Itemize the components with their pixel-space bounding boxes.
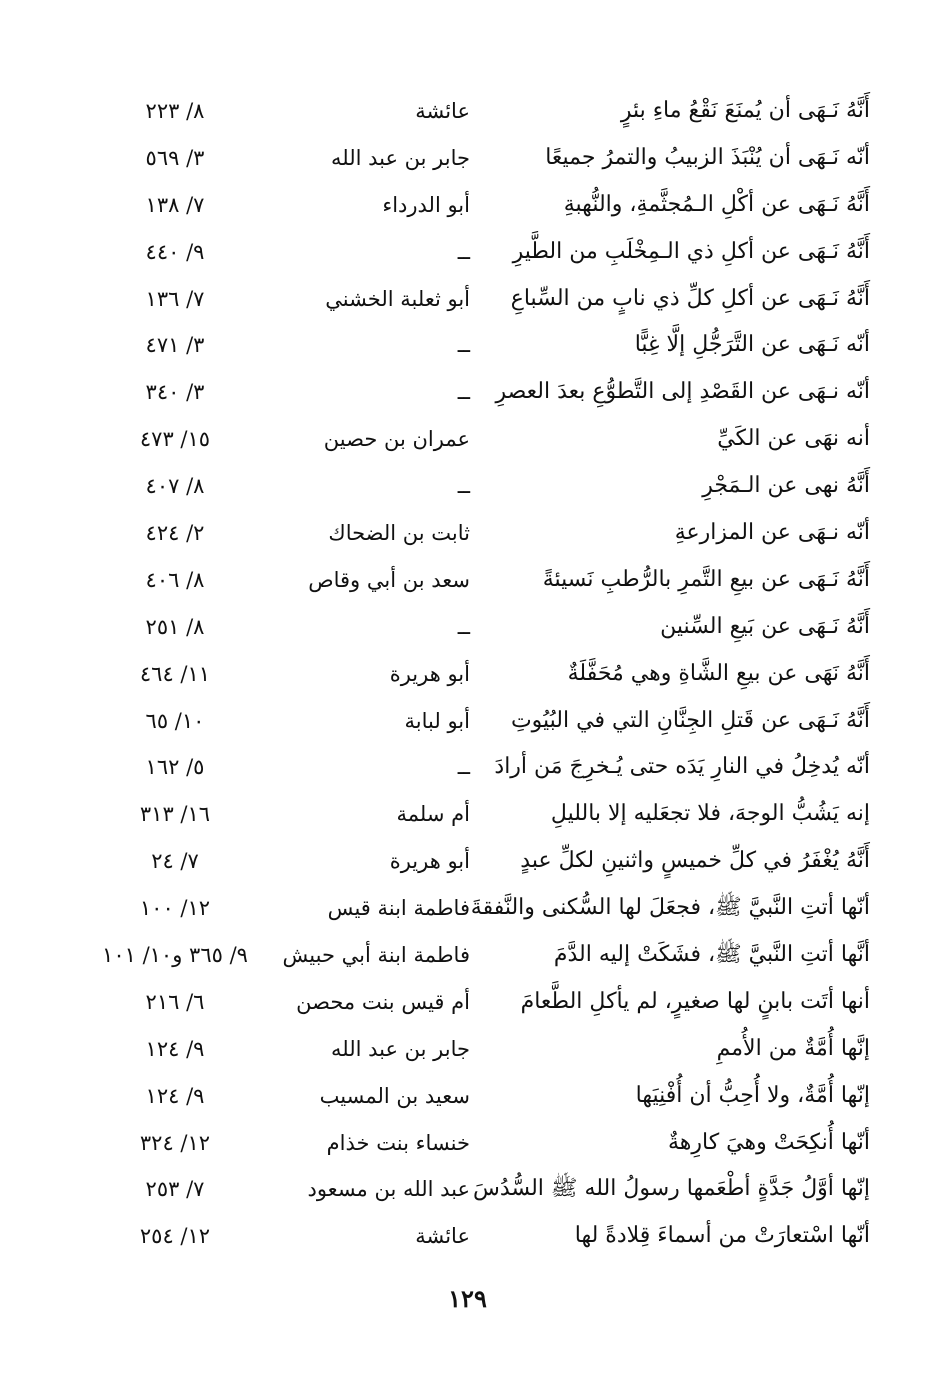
index-row — [60, 932, 870, 979]
volume-page-reference: ٩/ ٤٤٠ — [145, 239, 205, 264]
volume-page-reference: ٨/ ٢٥١ — [145, 614, 205, 639]
narrator-name: ــ — [457, 614, 470, 639]
index-row — [60, 1120, 870, 1167]
hadith-text: أَنَّهُ نهى عن الـمَجْرِ — [702, 473, 870, 499]
page-number: ١٢٩ — [448, 1284, 487, 1313]
hadith-text: أَنَّهُ نَـهَى عن أكْلِ الـمُجثَّمةِ، والنُّهبةِ — [563, 191, 870, 217]
volume-page-reference: ٣/ ٥٦٩ — [145, 145, 205, 170]
index-row — [60, 744, 870, 791]
hadith-text: أنه نهَى عن الكَيِّ — [717, 426, 870, 452]
narrator-name: أبو الدرداء — [382, 192, 470, 217]
hadith-text: أَنَّهُ نَـهَى عن قَتلِ الجِنَّانِ التي في البُيُوتِ — [510, 707, 870, 733]
volume-page-reference: ٧/ ٢٤ — [151, 849, 199, 874]
hadith-text: إنّها أوَّلُ جَدَّةٍ أطْعَمها رسولُ الله ﷺ السُّدُسَ — [473, 1176, 870, 1202]
hadith-text: أنّها أُنكِحَتْ وهيَ كارِهةٌ — [667, 1129, 870, 1155]
narrator-name: فاطمة ابنة قيس — [327, 896, 470, 921]
hadith-text: أَنَّهُ نَهَى عن بيعِ الشَّاةِ وهي مُحَفَّلَةٌ — [567, 660, 870, 686]
narrator-name: أبو ثعلبة الخشني — [325, 286, 470, 311]
volume-page-reference: ٧/ ١٣٨ — [145, 192, 205, 217]
hadith-text: أنها أتَت بابنٍ لها صغيرٍ، لم يأكلِ الطَّعامَ — [520, 988, 870, 1014]
index-row — [60, 1166, 870, 1213]
narrator-name: خنساء بنت خذام — [326, 1130, 470, 1155]
hadith-text: أَنَّهُ نَـهَى عن أكلِ كلِّ ذي نابٍ من السِّباعِ — [510, 285, 870, 311]
index-row — [60, 604, 870, 651]
volume-page-reference: ٩/ ١٢٤ — [145, 1036, 205, 1061]
narrator-name: عائشة — [415, 99, 470, 123]
volume-page-reference: ٨/ ٢٢٣ — [145, 99, 205, 123]
volume-page-reference: ٨/ ٤٠٦ — [145, 567, 205, 592]
hadith-text: إنّها أُمَّةٌ، ولا أُحِبُّ أن أُفْنِيَها — [635, 1082, 870, 1108]
hadith-text: أَنَّهُ يُغْفَرُ في كلِّ خميسٍ واثنينِ لكلِّ عبدٍ — [520, 848, 870, 874]
index-row — [60, 979, 870, 1026]
hadith-text: أنّه نـهَى عن القَصْدِ إلى التَّطوُّعِ بعدَ العصرِ — [495, 379, 870, 405]
narrator-name: جابر بن عبد الله — [330, 145, 470, 170]
index-row — [60, 1026, 870, 1073]
index-row — [60, 557, 870, 604]
volume-page-reference: ٨/ ٤٠٧ — [145, 474, 205, 499]
narrator-name: ــ — [457, 474, 470, 499]
hadith-index-table — [60, 88, 870, 1260]
narrator-name: أبو لبابة — [404, 708, 470, 733]
narrator-name: فاطمة ابنة أبي حبيش — [282, 943, 470, 968]
narrator-name: عمران بن حصين — [323, 427, 470, 452]
volume-page-reference: ٦/ ٢١٦ — [145, 989, 205, 1014]
volume-page-reference: ٩/ ٣٦٥ و١٠/ ١٠١ — [102, 943, 248, 968]
hadith-text: أَنَّهُ نَـهَى عن أكلِ ذي الـمِخْلَبِ من الطَّيرِ — [512, 238, 870, 264]
index-row — [60, 838, 870, 885]
index-row — [60, 463, 870, 510]
index-row — [60, 276, 870, 323]
index-row — [60, 510, 870, 557]
hadith-text: أَنَّهُ نَـهَى عن بَيعِ السِّنين — [660, 613, 870, 639]
volume-page-reference: ١٢/ ٢٥٤ — [139, 1224, 211, 1249]
hadith-text: أنّه نـهَى عن المزارعةِ — [674, 520, 870, 546]
narrator-name: عائشة — [415, 1224, 470, 1249]
index-row — [60, 791, 870, 838]
index-row — [60, 88, 870, 135]
index-row — [60, 651, 870, 698]
volume-page-reference: ٢/ ٤٢٤ — [145, 521, 205, 546]
volume-page-reference: ٣/ ٤٧١ — [145, 333, 205, 358]
narrator-name: ــ — [457, 333, 470, 358]
volume-page-reference: ١٦/ ٣١٣ — [139, 802, 211, 827]
index-row — [60, 369, 870, 416]
hadith-text: إنه يَشُبُّ الوجهَ، فلا تجعَليه إلا بالليلِ — [550, 801, 870, 827]
hadith-text: أنّها اسْتعارَتْ من أسماءَ قِلادةً لها — [574, 1223, 870, 1249]
index-row — [60, 229, 870, 276]
hadith-text: أنّه يُدخِلُ في النارِ يَدَه حتى يُـخرِجَ مَن أرادَ — [494, 754, 870, 780]
hadith-text: أنّها أتتِ النَّبيَّ ﷺ، فجعَلَ لها السُّكنى والنَّفقةَ — [470, 895, 870, 921]
narrator-name: جابر بن عبد الله — [330, 1036, 470, 1061]
index-row — [60, 1213, 870, 1260]
index-row — [60, 1073, 870, 1120]
hadith-text: أَنَّهُ نَـهَى أن يُمنَعَ نَقْعُ ماءِ بئرٍ — [620, 98, 870, 123]
narrator-name: ــ — [457, 755, 470, 780]
index-row — [60, 416, 870, 463]
volume-page-reference: ٩/ ١٢٤ — [145, 1083, 205, 1108]
index-row — [60, 885, 870, 932]
volume-page-reference: ٧/ ١٣٦ — [145, 286, 205, 311]
narrator-name: ثابت بن الضحاك — [328, 521, 470, 546]
narrator-name: عبد الله بن مسعود — [307, 1177, 470, 1202]
volume-page-reference: ٥/ ١٦٢ — [145, 755, 205, 780]
narrator-name: أبو هريرة — [389, 661, 470, 686]
hadith-text: أنَّها أتتِ النَّبيَّ ﷺ، فشَكَتْ إليه الدَّمَ — [553, 942, 870, 968]
volume-page-reference: ١١/ ٤٦٤ — [139, 661, 211, 686]
index-row — [60, 322, 870, 369]
narrator-name: سعد بن أبي وقاص — [308, 567, 470, 592]
volume-page-reference: ٣/ ٣٤٠ — [145, 380, 205, 405]
hadith-text: إنَّها أُمَّةٌ من الأُممِ — [716, 1035, 870, 1061]
volume-page-reference: ٧/ ٢٥٣ — [145, 1177, 205, 1202]
narrator-name: أم قيس بنت محصن — [296, 989, 470, 1014]
index-row — [60, 135, 870, 182]
volume-page-reference: ١٥/ ٤٧٣ — [139, 427, 211, 452]
hadith-text: أَنَّهُ نَـهَى عن بيعِ التَّمرِ بالرُّطبِ نَسيئةً — [542, 566, 870, 592]
volume-page-reference: ١٢/ ١٠٠ — [139, 896, 211, 921]
narrator-name: أم سلمة — [396, 802, 470, 827]
index-row — [60, 698, 870, 745]
volume-page-reference: ١٠/ ٦٥ — [145, 708, 205, 733]
narrator-name: سعيد بن المسيب — [319, 1083, 470, 1108]
narrator-name: ــ — [457, 239, 470, 264]
hadith-text: أنّه نَـهَى أن يُنْبَذَ الزبيبُ والتمرُ جميعًا — [545, 144, 870, 170]
narrator-name: أبو هريرة — [389, 849, 470, 874]
narrator-name: ــ — [457, 380, 470, 405]
volume-page-reference: ١٢/ ٣٢٤ — [139, 1130, 211, 1155]
hadith-text: أنّه نَـهَى عن التَّرَجُّلِ إلَّا غِبًّا — [634, 332, 870, 358]
index-row — [60, 182, 870, 229]
